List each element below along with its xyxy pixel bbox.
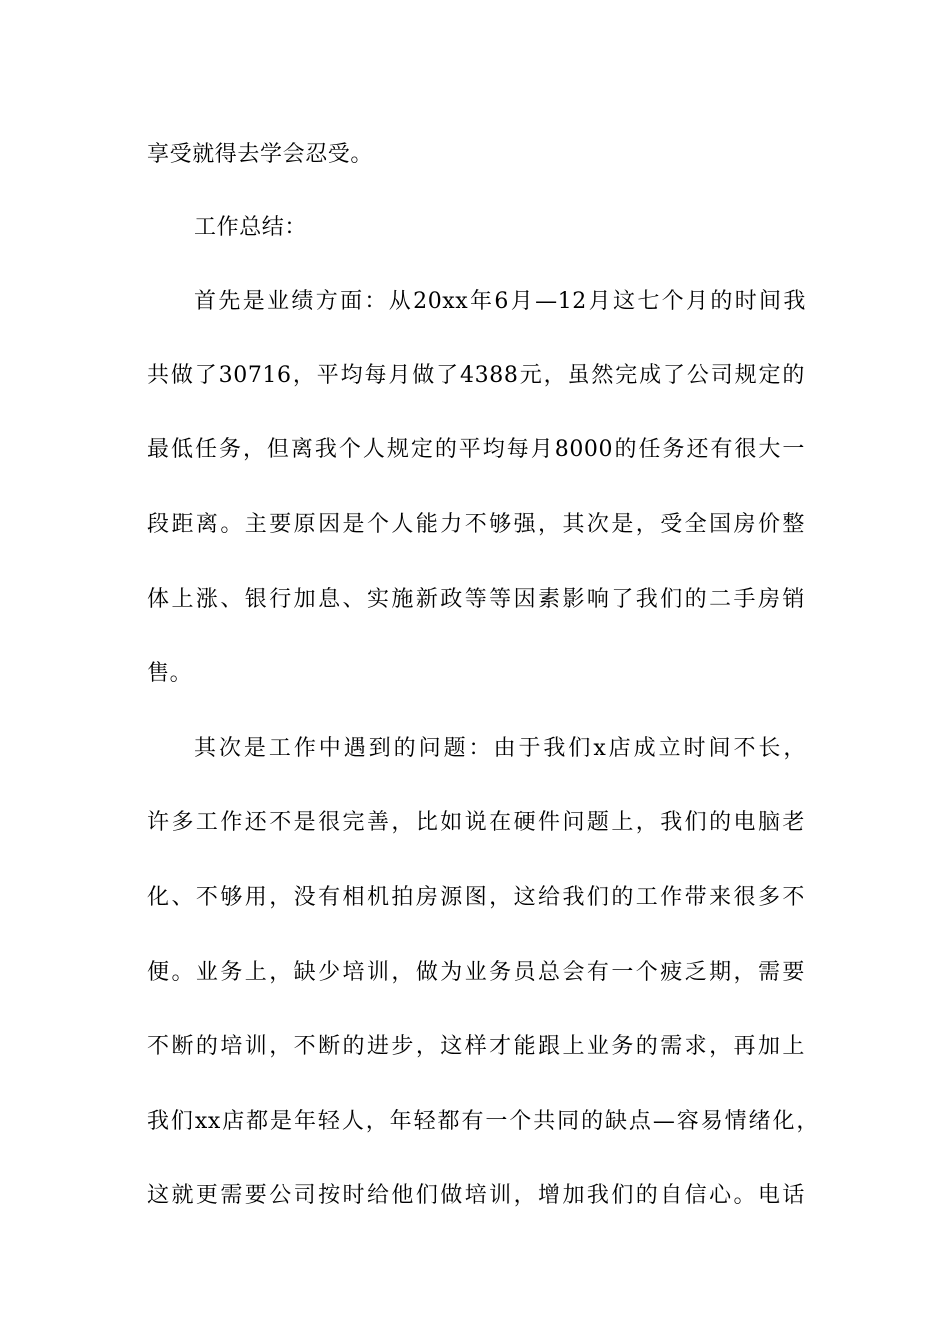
paragraph-line: 售。 — [147, 661, 193, 686]
paragraph-line: 享受就得去学会忍受。 — [147, 142, 374, 167]
paragraph-line: 段距离。主要原因是个人能力不够强，其次是，受全国房价整 — [147, 512, 805, 537]
paragraph-line: 不断的培训，不断的进步，这样才能跟上业务的需求，再加上 — [147, 1034, 805, 1059]
paragraph-line: 首先是业绩方面：从20xx年6月—12月这七个月的时间我 — [194, 289, 806, 314]
paragraph-line: 便。业务上，缺少培训，做为业务员总会有一个疲乏期，需要 — [147, 960, 805, 985]
paragraph-line: 共做了30716，平均每月做了4388元，虽然完成了公司规定的 — [147, 363, 805, 388]
paragraph-line: 我们xx店都是年轻人，年轻都有一个共同的缺点—容易情绪化， — [147, 1109, 819, 1134]
paragraph-line: 最低任务，但离我个人规定的平均每月8000的任务还有很大一 — [147, 437, 805, 462]
paragraph-line: 其次是工作中遇到的问题：由于我们x店成立时间不长， — [194, 736, 806, 761]
paragraph-line: 体上涨、银行加息、实施新政等等因素影响了我们的二手房销 — [147, 587, 805, 612]
paragraph-line: 化、不够用，没有相机拍房源图，这给我们的工作带来很多不 — [147, 885, 805, 910]
paragraph-line: 这就更需要公司按时给他们做培训，增加我们的自信心。电话 — [147, 1183, 805, 1208]
section-heading: 工作总结： — [194, 215, 308, 240]
paragraph-line: 许多工作还不是很完善，比如说在硬件问题上，我们的电脑老 — [147, 810, 805, 835]
